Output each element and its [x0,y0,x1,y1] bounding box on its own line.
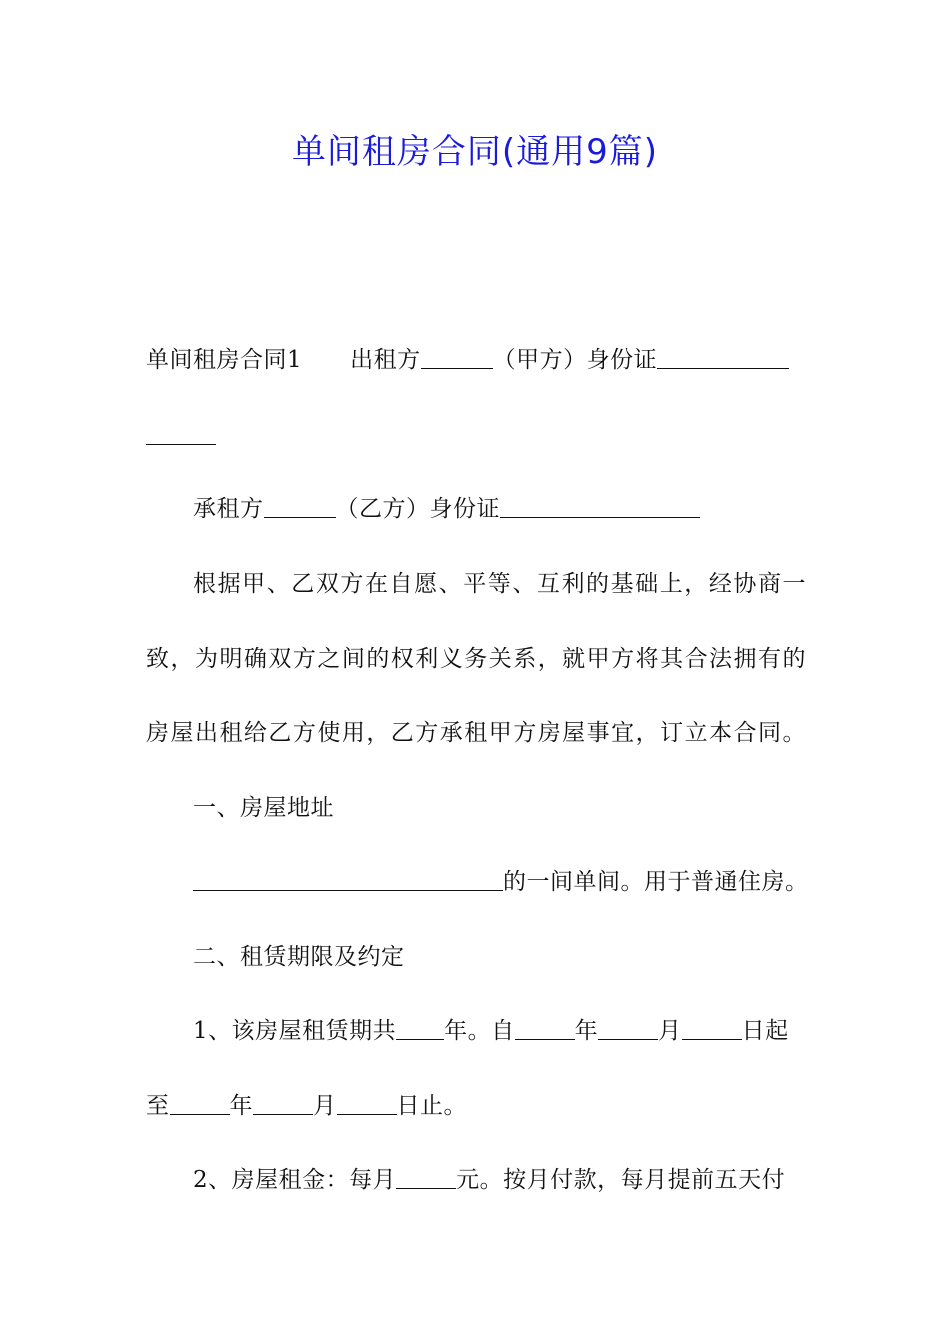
section-heading: 二、租赁期限及约定 [193,944,405,970]
paragraph-line: 根据甲、乙双方在自愿、平等、互利的基础上，经协商一 [193,571,806,597]
lessee-label: 承租方 [193,496,264,522]
section-heading: 一、房屋地址 [193,795,334,821]
address-line [193,866,809,898]
lease-term-label: 1、该房屋租赁期共 [193,1018,397,1044]
contract-number: 单间租房合同1 [146,347,303,373]
party-a-id-label: （甲方）身份证 [492,347,658,373]
lessor-name-blank[interactable] [421,348,493,369]
rent-line [193,1164,806,1196]
paragraph-line: 房屋出租给乙方使用，乙方承租甲方房屋事宜，订立本合同。 [146,720,806,746]
lessee-name-blank[interactable] [264,497,336,518]
end-year-blank[interactable] [170,1094,230,1115]
end-day-blank[interactable] [337,1094,397,1115]
lessee-line [193,493,806,525]
party-a-id-blank-cont[interactable] [146,424,216,445]
document-title: 单间租房合同(通用9篇) [291,132,659,172]
text-segment: 至 [146,1093,170,1119]
party-b-id-label: （乙方）身份证 [335,496,500,522]
text-segment: 月 [658,1018,682,1044]
address-suffix: 的一间单间。用于普通住房。 [503,869,809,895]
text-segment: 年 [574,1018,599,1044]
start-month-blank[interactable] [598,1019,658,1040]
lease-years-blank[interactable] [396,1019,444,1040]
start-day-blank[interactable] [682,1019,742,1040]
text-segment: 月 [313,1093,337,1119]
party-a-id-blank[interactable] [657,348,789,369]
start-year-blank[interactable] [515,1019,575,1040]
text-segment: 日止。 [396,1093,467,1119]
text-segment: 日起 [741,1018,789,1044]
address-blank[interactable] [193,870,503,891]
rent-amount-blank[interactable] [396,1168,456,1189]
text-segment: 元。按月付款，每月提前五天付 [456,1167,786,1193]
paragraph-line: 致，为明确双方之间的权利义务关系，就甲方将其合法拥有的 [146,646,806,672]
lease-end-line [146,1090,806,1122]
contract-header-line [146,344,806,376]
lease-term-line [193,1015,806,1047]
party-b-id-blank[interactable] [500,497,700,518]
rent-label: 2、房屋租金：每月 [193,1167,397,1193]
party-a-id-continuation [146,420,806,452]
end-month-blank[interactable] [253,1094,313,1115]
text-segment: 年 [229,1093,253,1119]
text-segment: 年。自 [444,1018,515,1044]
lessor-label: 出租方 [350,347,421,373]
